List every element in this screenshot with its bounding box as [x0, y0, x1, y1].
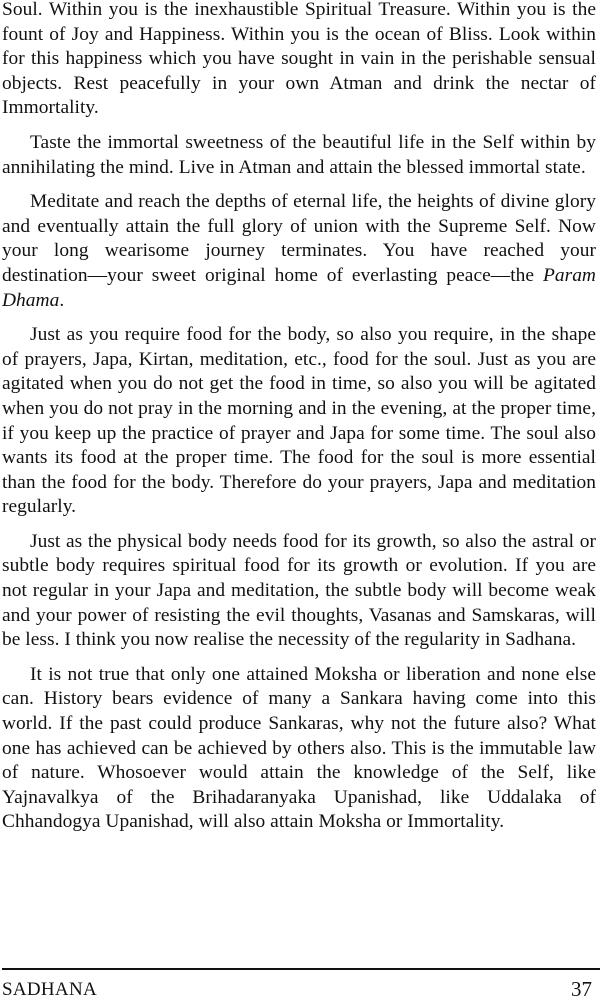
paragraph-5: Just as the physical body needs food for its growth, so also the astral or subtle body requires spiritual food for its growth or evolution. If you are not regular in your Japa and meditation, the subtle body will become weak and your power of resisting the evil thoughts, Vasanas and Samskaras, will be less. I think you now realise the necessity of the regularity in Sadhana.	[2, 530, 596, 651]
paragraph-1: Soul. Within you is the inexhaustible Spiritual Treasure. Within you is the fount of Joy and Happiness. Within you is the ocean of Bliss. Look within for this happiness which you have sought in vain in the perishable sensual objects. Rest peacefully in your own Atman and drink the nectar of Immortality.	[2, 0, 596, 119]
book-page	[2, 0, 596, 1003]
paragraph-3	[2, 190, 596, 313]
paragraph-4: Just as you require food for the body, so also you require, in the shape of prayers, Japa, Kirtan, meditation, etc., food for the soul. Just as you are agitated when you do not get the food in time, so also you will be agitated when you do not pray in the morning and in the evening, at the proper time, if you keep up the practice of prayer and Japa for some time. The soul also wants its food at the proper time. The food for the soul is more essential than the food for the body. Therefore do your prayers, Japa and meditation regularly.	[2, 324, 596, 518]
paragraph-6: It is not true that only one attained Moksha or liberation and none else can. History bears evidence of many a Sankara having come into this world. If the past could produce Sankaras, why not the future also? What one has achieved can be achieved by others also. This is the immutable law of nature. Whosoever would attain the knowledge of the Self, like Yajnavalkya of the Brihadaranyaka Upanishad, like Uddalaka of Chhandogya Upanishad, will also attain Moksha or Immortality.	[2, 663, 596, 833]
paragraph-3-text: Meditate and reach the depths of eternal life, the heights of divine glory and eventually attain the full glory of union with the Supreme Self. Now your long wearisome journey terminates. You have reached your destination—your sweet original home of everlasting peace—the	[2, 191, 596, 286]
paragraph-3-end: .	[59, 289, 65, 311]
paragraph-2: Taste the immortal sweetness of the beautiful life in the Self within by annihilating the mind. Live in Atman and attain the blessed immortal state.	[2, 131, 596, 178]
body-text	[2, 0, 596, 845]
running-head: SADHANA	[2, 979, 97, 1000]
page-number: 37	[571, 977, 592, 1001]
footer-divider	[2, 968, 600, 970]
paragraph-3-italic-term: Param Dhama	[2, 264, 596, 311]
page-footer	[2, 976, 596, 1003]
